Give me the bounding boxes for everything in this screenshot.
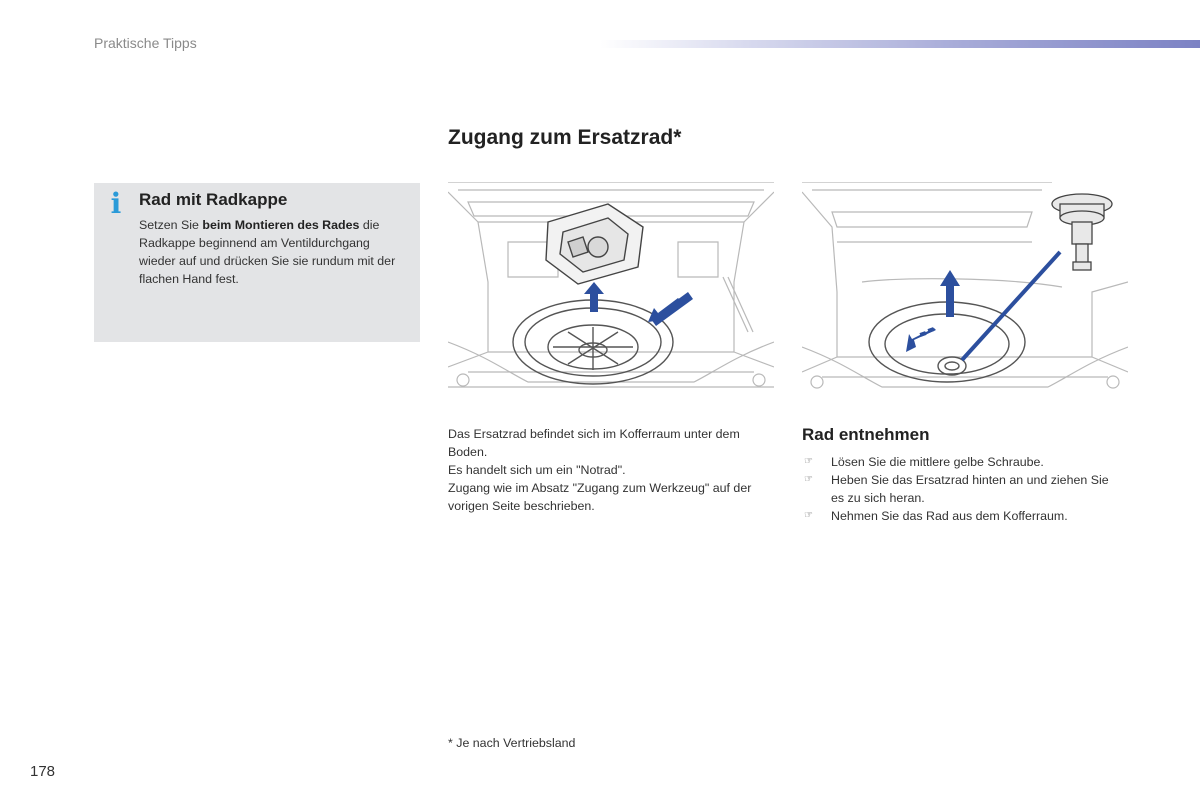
step-text: Lösen Sie die mittlere gelbe Schraube. [831, 455, 1044, 469]
hand-pointer-icon: ☞ [804, 510, 813, 521]
list-item [802, 507, 1122, 525]
header-gradient-bar [600, 40, 1200, 48]
description [448, 425, 774, 515]
info-icon: i [110, 187, 122, 220]
step-text: Heben Sie das Ersatzrad hinten an und ziehen Sie es zu sich heran. [831, 473, 1109, 505]
hand-pointer-icon: ☞ [804, 456, 813, 467]
info-text-bold: beim Montieren des Rades [202, 218, 360, 232]
description-line: Das Ersatzrad befindet sich im Kofferraum unter dem Boden. [448, 427, 740, 459]
info-box [94, 183, 420, 342]
info-text-end: die Radkappe beginnend am Ventildurchgang wieder auf und drücken Sie sie rundum mit der flachen Hand fest. [139, 218, 396, 286]
description-line: Es handelt sich um ein "Notrad". [448, 463, 626, 477]
footnote: * Je nach Vertriebsland [448, 736, 576, 750]
step-text: Nehmen Sie das Rad aus dem Kofferraum. [831, 509, 1068, 523]
trunk-spare-wheel-illustration [448, 182, 774, 400]
list-item [802, 471, 1122, 507]
page-title: Zugang zum Ersatzrad* [448, 126, 682, 149]
spare-wheel-screw-illustration [802, 182, 1128, 400]
page-number: 178 [30, 763, 56, 780]
removal-title: Rad entnehmen [802, 425, 930, 444]
list-item [802, 453, 1122, 471]
info-box-title: Rad mit Radkappe [139, 190, 288, 209]
section-label: Praktische Tipps [94, 35, 197, 51]
description-line: Zugang wie im Absatz "Zugang zum Werkzeug" auf der vorigen Seite beschrieben. [448, 481, 752, 513]
hand-pointer-icon: ☞ [804, 474, 813, 485]
info-box-text [139, 216, 407, 288]
info-text-start: Setzen Sie [139, 218, 203, 232]
removal-steps [802, 453, 1122, 525]
